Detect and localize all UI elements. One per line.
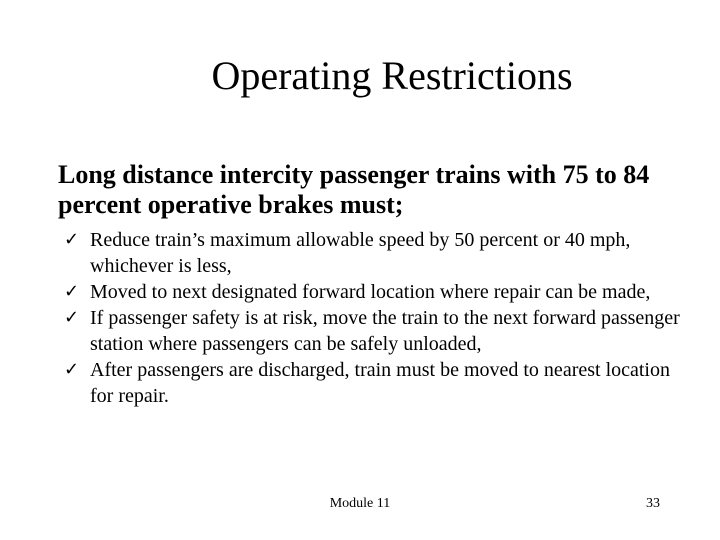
- bullet-item: [60, 305, 680, 357]
- bullet-text: Moved to next designated forward location where repair can be made,: [90, 281, 651, 303]
- check-icon: ✓: [64, 359, 80, 380]
- check-icon: ✓: [64, 229, 80, 250]
- check-icon: ✓: [64, 281, 80, 302]
- check-icon: ✓: [64, 307, 80, 328]
- lead-statement: Long distance intercity passenger trains with 75 to 84 percent operative brakes must;: [58, 160, 650, 219]
- bullet-text: After passengers are discharged, train must be moved to nearest location for repair.: [90, 359, 670, 407]
- footer-module-label: Module 11: [329, 496, 391, 511]
- bullet-item: [60, 279, 680, 305]
- bullet-item: [60, 227, 680, 279]
- bullet-item: [60, 357, 680, 409]
- footer-page-number: 33: [646, 496, 660, 511]
- bullet-text: Reduce train’s maximum allowable speed by 50 percent or 40 mph, whichever is less,: [90, 229, 631, 277]
- bullet-text: If passenger safety is at risk, move the train to the next forward passenger station where passengers can be safely unloaded,: [90, 307, 680, 355]
- slide-title: Operating Restrictions: [211, 53, 573, 98]
- bullet-list: [60, 227, 680, 409]
